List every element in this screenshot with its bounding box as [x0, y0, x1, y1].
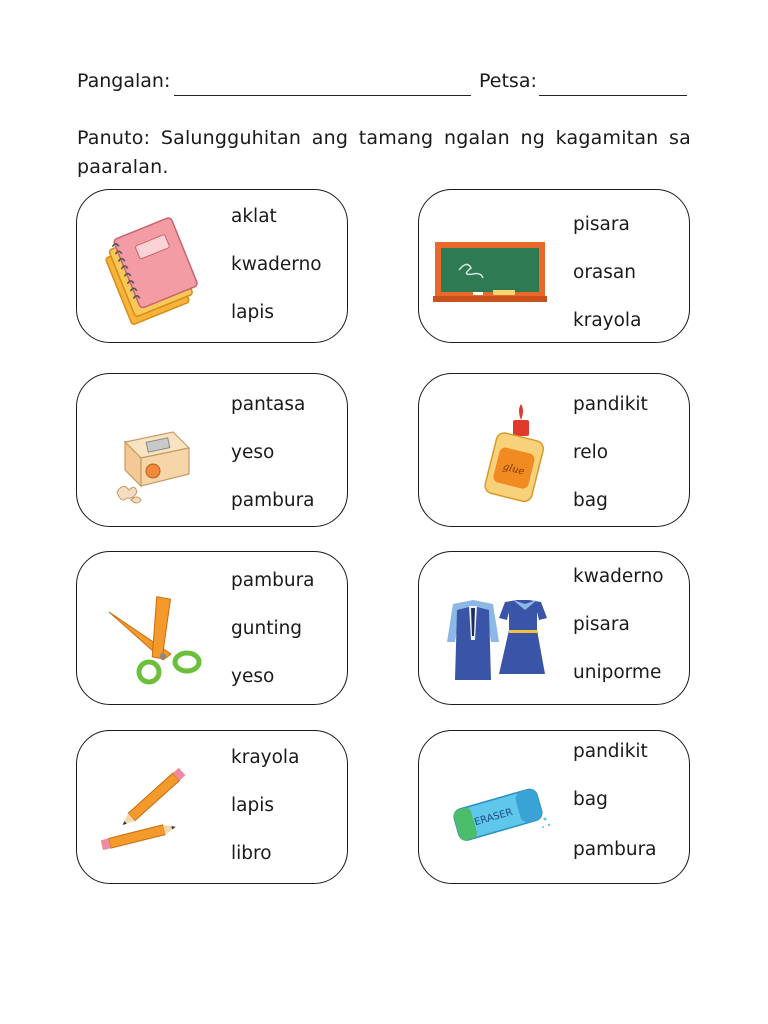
item-card-scissors: [76, 551, 348, 705]
item-card-uniform: [418, 551, 690, 705]
option-1[interactable]: pisara: [573, 214, 630, 235]
notebook-icon: [91, 208, 221, 326]
name-field[interactable]: [174, 95, 471, 96]
date-field[interactable]: [539, 95, 687, 96]
option-2[interactable]: kwaderno: [231, 254, 322, 275]
option-3[interactable]: lapis: [231, 302, 274, 323]
name-label: Pangalan:: [77, 70, 171, 92]
chalkboard-icon: [433, 208, 563, 326]
option-2[interactable]: orasan: [573, 262, 636, 283]
option-1[interactable]: krayola: [231, 747, 300, 768]
sharpener-icon: [91, 392, 221, 510]
item-card-notebook: [76, 189, 348, 343]
option-1[interactable]: pandikit: [573, 741, 648, 762]
option-3[interactable]: pambura: [573, 839, 657, 860]
uniform-icon: [433, 570, 563, 688]
option-3[interactable]: libro: [231, 843, 272, 864]
option-1[interactable]: kwaderno: [573, 566, 664, 587]
glue-icon: [433, 392, 563, 510]
option-2[interactable]: yeso: [231, 442, 275, 463]
option-2[interactable]: lapis: [231, 795, 274, 816]
item-card-pencil: [76, 730, 348, 884]
option-3[interactable]: yeso: [231, 666, 275, 687]
instruction: Panuto: Salungguhitan ang tamang ngalan ng kagamitan sa paaralan.: [77, 127, 691, 178]
option-3[interactable]: pambura: [231, 490, 315, 511]
item-card-sharpener: [76, 373, 348, 527]
option-2[interactable]: pisara: [573, 614, 630, 635]
option-2[interactable]: gunting: [231, 618, 303, 639]
pencil-icon: [91, 749, 221, 867]
option-3[interactable]: krayola: [573, 310, 642, 331]
option-3[interactable]: bag: [573, 490, 608, 511]
eraser-icon: [433, 749, 563, 867]
option-1[interactable]: pandikit: [573, 394, 648, 415]
item-card-eraser: [418, 730, 690, 884]
header: [77, 70, 692, 100]
option-3[interactable]: uniporme: [573, 662, 662, 683]
option-1[interactable]: pambura: [231, 570, 315, 591]
scissors-icon: [91, 570, 221, 688]
option-2[interactable]: relo: [573, 442, 609, 463]
option-1[interactable]: aklat: [231, 206, 277, 227]
option-2[interactable]: bag: [573, 789, 608, 810]
date-label: Petsa:: [479, 70, 537, 92]
option-1[interactable]: pantasa: [231, 394, 306, 415]
glue-label: glue: [501, 461, 526, 478]
item-card-chalkboard: [418, 189, 690, 343]
eraser-label: ERASER: [473, 806, 514, 829]
item-card-glue: [418, 373, 690, 527]
